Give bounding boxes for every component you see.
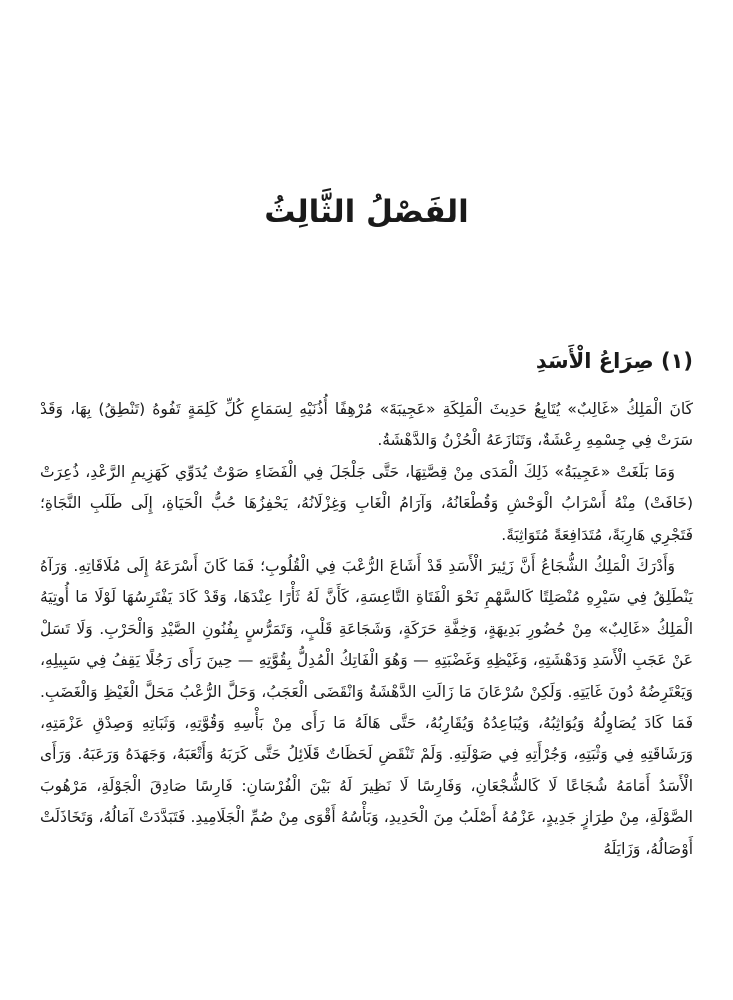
- chapter-title: الفَصْلُ الثَّالِثُ: [264, 194, 469, 230]
- paragraph-3: وَأَدْرَكَ الْمَلِكُ الشُّجَاعُ أَنَّ زَئِيرَ الْأَسَدِ قَدْ أَشَاعَ الرُّعْبَ فِي الْقُلُوبِ؛ فَمَا كَانَ أَسْرَعَهُ إِلَى مُلَاقَاتِهِ. وَرَآهُ يَنْطَلِقُ فِي سَيْرِهِ مُنْصَلِتًا كَالسَّهْمِ نَحْوَ الْفَتَاةِ التَّاعِسَةِ، كَأَنَّ لَهُ ثَأْرًا عِنْدَهَا، وَقَدْ كَادَ يَفْتَرِسُهَا لَوْلَا مَا أُوتِيَهُ الْمَلِكُ «غَالِبٌ» مِنْ حُضُورِ بَدِيهَةٍ، وَخِفَّةِ حَرَكَةٍ، وَشَجَاعَةِ قَلْبٍ، وَتَمَرُّسٍ بِفُنُونِ الصَّيْدِ وَالْحَرْبِ. وَلَا تَسَلْ عَنْ عَجَبِ الْأَسَدِ وَدَهْشَتِهِ، وَغَيْظِهِ وَغَضْبَتِهِ — وَهُوَ الْفَاتِكُ الْمُدِلُّ بِقُوَّتِهِ — حِينَ رَأَى رَجُلًا يَقِفُ فِي سَبِيلِهِ، وَيَعْتَرِضُهُ دُونَ غَايَتِهِ. وَلَكِنْ سُرْعَانَ مَا زَالَتِ الدَّهْشَةُ وَانْقَضَى الْعَجَبُ، وَحَلَّ الرُّعْبُ مَحَلَّ الْغَيْظِ وَالْغَضَبِ. فَمَا كَادَ يُصَاوِلُهُ وَيُوَاثِبُهُ، وَيُبَاعِدُهُ وَيُقَارِبُهُ، حَتَّى هَالَهُ مَا رَأَى مِنْ بَأْسِهِ وَقُوَّتِهِ، وَثَبَاتِهِ وَصِدْقِ عَزْمَتِهِ، وَرَشَاقَتِهِ فِي وَثْبَتِهِ، وَجُرْأَتِهِ فِي صَوْلَتِهِ. وَلَمْ تَنْقَضِ لَحَظَاتٌ قَلَائِلُ حَتَّى كَرَبَهُ وَأَتْعَبَهُ، وَجَهَدَهُ وَرَعَبَهُ. وَرَأَى الْأَسَدُ أَمَامَهُ شُجَاعًا لَا كَالشُّجْعَانِ، وَفَارِسًا لَا نَظِيرَ لَهُ بَيْنَ الْفُرْسَانِ: فَارِسًا صَادِقَ الْجَوْلَةِ، مَرْهُوبَ الصَّوْلَةِ، مِنْ طِرَازٍ جَدِيدٍ، عَزْمُهُ أَصْلَبُ مِنَ الْحَدِيدِ، وَبَأْسُهُ أَقْوَى مِنْ صُمِّ الْجَلَامِيدِ. فَتَبَدَّدَتْ آمَالُهُ، وَتَخَاذَلَتْ أَوْصَالُهُ، وَزَايَلَهُ: [40, 557, 693, 858]
- chapter-body: [40, 394, 693, 865]
- paragraph-2: وَمَا بَلَغَتْ «عَجِيبَةُ» ذَلِكَ الْمَدَى مِنْ قِصَّتِهَا، حَتَّى جَلْجَلَ فِي الْفَضَاءِ صَوْتٌ يُدَوِّي كَهَزِيمِ الرَّعْدِ، ذُعِرَتْ (خَافَتْ) مِنْهُ أَسْرَابُ الْوَحْشِ وَقُطْعَانُهُ، وَآرَامُ الْغَابِ وَغِزْلَانُهُ، يَحْفِزُهَا حُبُّ الْحَيَاةِ، إِلَى طَلَبِ النَّجَاةِ؛ فَتَجْرِي هَارِبَةً، مُتَدَافِعَةً مُتَوَاثِبَةً.: [40, 462, 693, 544]
- section-heading: (١) صِرَاعُ الْأَسَدِ: [535, 349, 693, 373]
- paragraph-1: كَانَ الْمَلِكُ «غَالِبٌ» يُتَابِعُ حَدِيثَ الْمَلِكَةِ «عَجِيبَةَ» مُرْهِفًا أُذُنَيْهِ لِسَمَاعِ كُلِّ كَلِمَةٍ تَفُوهُ (تَنْطِقُ) بِهَا، وَقَدْ سَرَتْ فِي جِسْمِهِ رِعْشَةٌ، وَتَنَازَعَهُ الْحُزْنُ وَالدَّهْشَةُ.: [40, 400, 693, 450]
